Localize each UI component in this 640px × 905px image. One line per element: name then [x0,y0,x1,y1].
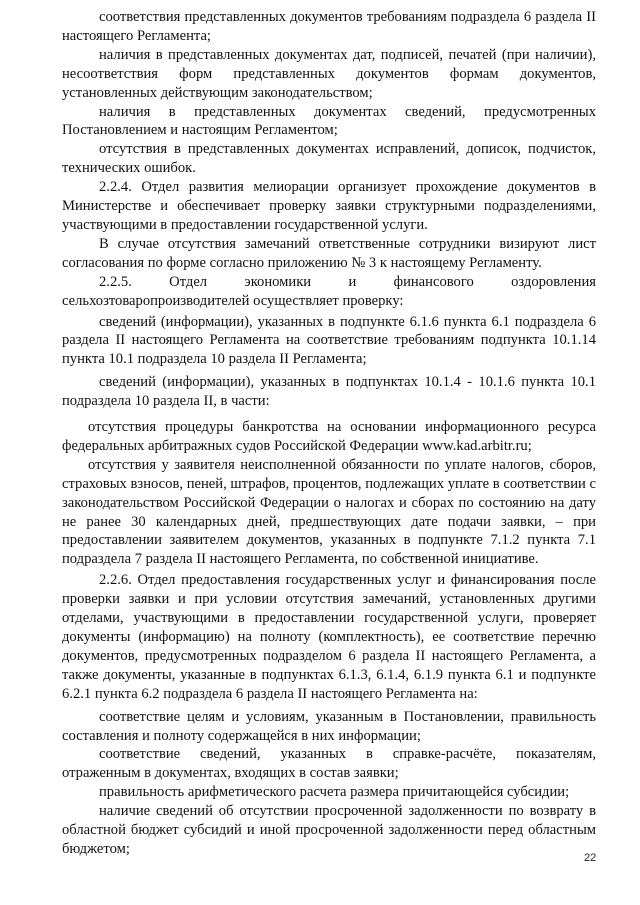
paragraph: В случае отсутствия замечаний ответственные сотрудники визируют лист согласования по форме согласно приложению № 3 к настоящему Регламенту. [62,235,596,271]
paragraph: соответствие сведений, указанных в справке-расчёте, показателям, отраженным в документах, входящих в состав заявки; [62,746,596,782]
paragraph: соответствие целям и условиям, указанным в Постановлении, правильность составления и полноту содержащейся в них информации; [62,708,596,744]
paragraph: отсутствия в представленных документах исправлений, дописок, подчисток, технических ошибок. [62,141,596,177]
paragraph: 2.2.6. Отдел предоставления государственных услуг и финансирования после проверки заявки и при условии отсутствия замечаний, установленных другими отделами, участвующими в предоставлении государственной услуги, проверяет документы (информацию) на полноту (комплектность), ее соответствие перечню документов, предусмотренных подразделом 6 раздела II настоящего Регламента, а также документы, указанные в подпунктах 6.1.3, 6.1.4, 6.1.9 пункта 6.1 и подпункте 6.2.1 пункта 6.2 подраздела 6 раздела II настоящего Регламента на: [62,572,596,702]
paragraph: 2.2.5. Отдел экономики и финансового оздоровления сельхозтоваропроизводителей осуществляет проверку: [62,273,596,309]
paragraph: сведений (информации), указанных в подпунктах 10.1.4 - 10.1.6 пункта 10.1 подраздела 10 раздела II, в части: [62,374,596,410]
paragraph: отсутствия процедуры банкротства на основании информационного ресурса федеральных арбитражных судов Российской Федерации www.kad.arbitr.ru; [62,419,596,454]
paragraph: наличие сведений об отсутствии просроченной задолженности по возврату в областной бюджет субсидий и иной просроченной задолженности перед областным бюджетом; [62,803,596,857]
paragraph: отсутствия у заявителя неисполненной обязанности по уплате налогов, сборов, страховых взносов, пеней, штрафов, процентов, подлежащих уплате в соответствии с законодательством Российской Федерации о налогах и сборах по состоянию на дату не ранее 30 календарных дней, предшествующих дате подачи заявки, – при предоставлении заявителем документов, указанных в подпункте 7.1.2 пункта 7.1 подраздела 7 раздела II настоящего Регламента, по собственной инициативе. [62,456,596,568]
document-page [62,8,596,859]
paragraph: сведений (информации), указанных в подпункте 6.1.6 пункта 6.1 подраздела 6 раздела II настоящего Регламента на соответствие требованиям подпункта 10.1.14 пункта 10.1 подраздела 10 раздела II Регламента; [62,313,596,368]
paragraph: соответствия представленных документов требованиям подраздела 6 раздела II настоящего Регламента; [62,9,596,44]
paragraph: наличия в представленных документах сведений, предусмотренных Постановлением и настоящим Регламентом; [62,103,596,139]
paragraph: правильность арифметического расчета размера причитающейся субсидии; [99,784,570,801]
page-number: 22 [584,852,597,864]
paragraph: наличия в представленных документах дат, подписей, печатей (при наличии), несоответствия форм представленных документов формам документов, установленных действующим законодательством; [62,46,596,101]
paragraph: 2.2.4. Отдел развития мелиорации организует прохождение документов в Министерстве и обеспечивает проверку заявки структурными подразделениями, участвующими в предоставлении государственной услуги. [62,179,596,233]
